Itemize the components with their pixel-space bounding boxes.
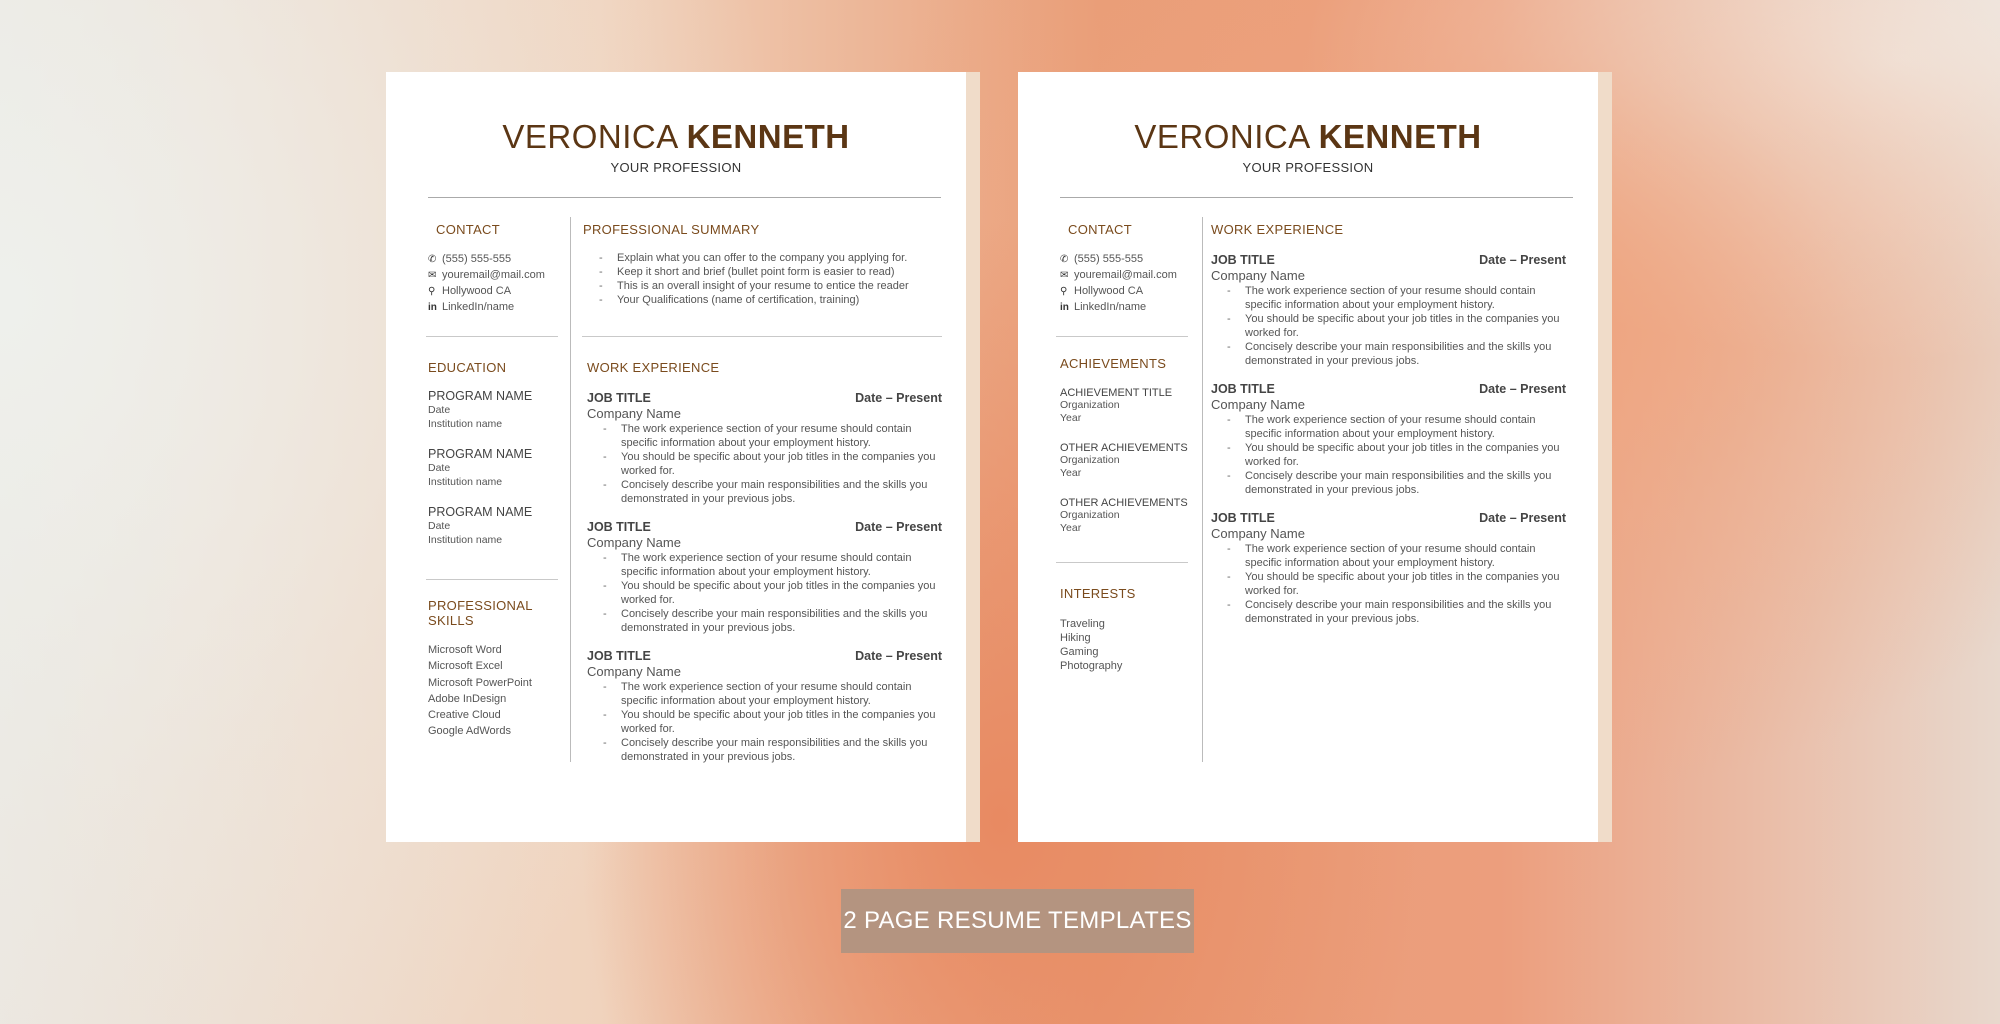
job-bullet: - Concisely describe your main responsibilities and the skills you demonstrated in your previous jobs. (587, 607, 942, 635)
contact-linkedin (1060, 299, 1190, 315)
skills-heading (428, 598, 558, 628)
column-divider (1202, 217, 1203, 762)
job-date: Date – Present (1479, 253, 1566, 267)
work-heading: WORK EXPERIENCE (587, 360, 720, 375)
last-name: KENNETH (1318, 118, 1482, 155)
section-divider (1056, 336, 1188, 337)
contact-text: Hollywood CA (442, 285, 512, 297)
contact-list (428, 251, 558, 315)
job-bullet: - Concisely describe your main responsibilities and the skills you demonstrated in your previous jobs. (1211, 340, 1566, 368)
company-name: Company Name (1211, 397, 1305, 412)
skill-item: Microsoft Word (428, 644, 502, 656)
job-bullets (1211, 284, 1566, 368)
contact-phone (1060, 251, 1190, 267)
contact-text: LinkedIn/name (1074, 301, 1147, 313)
program-name: PROGRAM NAME (428, 505, 533, 519)
achievement-title: OTHER ACHIEVEMENTS (1060, 497, 1188, 509)
achievement-org: Organization (1060, 454, 1120, 466)
contact-linkedin (428, 299, 558, 315)
job-entry (1211, 253, 1566, 368)
skills-section (428, 598, 558, 740)
job-date: Date – Present (855, 520, 942, 534)
job-title: JOB TITLE (1211, 253, 1275, 267)
institution-name: Institution name (428, 418, 503, 430)
location-icon: ⚲ (428, 285, 436, 297)
section-divider (1056, 562, 1188, 563)
job-bullet: - You should be specific about your job titles in the companies you worked for. (587, 579, 942, 607)
last-name: KENNETH (686, 118, 850, 155)
contact-text: youremail@mail.com (442, 269, 545, 281)
first-name: VERONICA (1134, 118, 1309, 155)
contact-text: (555) 555-555 (442, 253, 512, 265)
location-icon: ⚲ (1060, 285, 1068, 297)
achievement-item (1060, 497, 1190, 534)
page1-edge (966, 72, 980, 842)
contact-location (428, 283, 558, 299)
job-entry (587, 391, 942, 506)
first-name: VERONICA (502, 118, 677, 155)
job-title: JOB TITLE (587, 520, 651, 534)
job-date: Date – Present (855, 649, 942, 663)
job-bullets (1211, 413, 1566, 497)
page2-edge (1598, 72, 1612, 842)
contact-text: (555) 555-555 (1074, 253, 1144, 265)
contact-heading: CONTACT (1068, 222, 1132, 237)
job-bullets (587, 680, 942, 764)
resume-page-1 (386, 72, 966, 842)
company-name: Company Name (587, 664, 681, 679)
section-divider (426, 336, 558, 337)
achievement-title: ACHIEVEMENT TITLE (1060, 387, 1173, 399)
education-item (428, 505, 558, 547)
interest-item: Traveling (1060, 618, 1105, 630)
institution-name: Institution name (428, 534, 503, 546)
interests-list (1060, 617, 1190, 673)
left-column (1060, 222, 1190, 315)
achievement-org: Organization (1060, 509, 1120, 521)
job-bullet: - Concisely describe your main responsibilities and the skills you demonstrated in your previous jobs. (1211, 598, 1566, 626)
job-entry (1211, 511, 1566, 626)
resume-name (386, 118, 966, 156)
job-bullets (587, 422, 942, 506)
job-bullet: - You should be specific about your job titles in the companies you worked for. (1211, 441, 1566, 469)
achievement-year: Year (1060, 466, 1082, 479)
job-entry (1211, 382, 1566, 497)
contact-text: youremail@mail.com (1074, 269, 1177, 281)
education-section (428, 360, 558, 547)
interests-heading: INTERESTS (1060, 586, 1136, 601)
achievement-org: Organization (1060, 399, 1120, 411)
education-item (428, 389, 558, 431)
job-bullet: - Concisely describe your main responsibilities and the skills you demonstrated in your previous jobs. (587, 736, 942, 764)
header-divider (1060, 197, 1573, 198)
skill-item: Microsoft PowerPoint (428, 676, 532, 689)
resume-page-2 (1018, 72, 1598, 842)
achievement-item (1060, 387, 1190, 424)
job-bullet: - The work experience section of your resume should contain specific information about your employment history. (587, 551, 942, 579)
profession: YOUR PROFESSION (1242, 160, 1374, 175)
interest-item: Hiking (1060, 632, 1091, 644)
achievement-year: Year (1060, 411, 1082, 424)
contact-location (1060, 283, 1190, 299)
company-name: Company Name (1211, 268, 1305, 283)
skill-item: Creative Cloud (428, 709, 501, 722)
job-bullet: - The work experience section of your resume should contain specific information about your employment history. (1211, 413, 1566, 441)
mail-icon: ✉ (1060, 269, 1069, 281)
job-bullet: - Concisely describe your main responsibilities and the skills you demonstrated in your previous jobs. (1211, 469, 1566, 497)
summary-list (583, 251, 938, 307)
phone-icon: ✆ (428, 253, 437, 265)
section-divider (582, 336, 942, 337)
achievement-title: OTHER ACHIEVEMENTS (1060, 442, 1188, 454)
header-divider (428, 197, 941, 198)
company-name: Company Name (587, 406, 681, 421)
work-section (1211, 222, 1566, 626)
summary-section (583, 222, 938, 307)
summary-item: - This is an overall insight of your resume to entice the reader (583, 279, 938, 293)
achievements-heading: ACHIEVEMENTS (1060, 356, 1167, 371)
contact-list (1060, 251, 1190, 315)
linkedin-icon: in (1060, 301, 1069, 313)
company-name: Company Name (1211, 526, 1305, 541)
job-bullet: - The work experience section of your resume should contain specific information about your employment history. (1211, 284, 1566, 312)
job-bullet: - You should be specific about your job titles in the companies you worked for. (587, 708, 942, 736)
phone-icon: ✆ (1060, 253, 1069, 265)
summary-item: - Your Qualifications (name of certification, training) (583, 293, 938, 307)
program-date: Date (428, 520, 451, 532)
resume-name (1018, 118, 1598, 156)
job-bullet: - The work experience section of your resume should contain specific information about your employment history. (1211, 542, 1566, 570)
job-date: Date – Present (1479, 382, 1566, 396)
job-date: Date – Present (1479, 511, 1566, 525)
skill-item: Adobe InDesign (428, 692, 507, 705)
work-heading: WORK EXPERIENCE (1211, 222, 1344, 237)
achievement-year: Year (1060, 521, 1082, 534)
job-bullet: - The work experience section of your resume should contain specific information about your employment history. (587, 422, 942, 450)
column-divider (570, 217, 571, 762)
job-date: Date – Present (855, 391, 942, 405)
program-date: Date (428, 462, 451, 474)
skill-item: Google AdWords (428, 725, 511, 738)
job-bullet: - Concisely describe your main responsibilities and the skills you demonstrated in your previous jobs. (587, 478, 942, 506)
linkedin-icon: in (428, 301, 437, 313)
job-bullet: - The work experience section of your resume should contain specific information about your employment history. (587, 680, 942, 708)
program-name: PROGRAM NAME (428, 389, 533, 403)
program-date: Date (428, 404, 451, 416)
institution-name: Institution name (428, 476, 503, 488)
job-entry (587, 520, 942, 635)
contact-heading: CONTACT (436, 222, 500, 237)
job-bullet: - You should be specific about your job titles in the companies you worked for. (1211, 570, 1566, 598)
job-bullet: - You should be specific about your job titles in the companies you worked for. (587, 450, 942, 478)
summary-item: - Explain what you can offer to the company you applying for. (583, 251, 938, 265)
summary-item: - Keep it short and brief (bullet point form is easier to read) (583, 265, 938, 279)
job-title: JOB TITLE (1211, 382, 1275, 396)
job-title: JOB TITLE (587, 649, 651, 663)
interests-section (1060, 586, 1190, 673)
title-banner: 2 PAGE RESUME TEMPLATES (841, 889, 1194, 953)
achievements-section (1060, 356, 1190, 534)
job-bullets (587, 551, 942, 635)
skills-heading-line: SKILLS (428, 613, 474, 628)
mail-icon: ✉ (428, 269, 437, 281)
interest-item: Photography (1060, 660, 1123, 672)
education-item (428, 447, 558, 489)
contact-text: LinkedIn/name (442, 301, 515, 313)
job-bullets (1211, 542, 1566, 626)
program-name: PROGRAM NAME (428, 447, 533, 461)
work-section (587, 360, 942, 764)
skill-item: Microsoft Excel (428, 660, 503, 673)
job-bullet: - You should be specific about your job titles in the companies you worked for. (1211, 312, 1566, 340)
summary-heading: PROFESSIONAL SUMMARY (583, 222, 760, 237)
skills-list (428, 642, 558, 740)
left-column (428, 222, 558, 315)
contact-email (1060, 267, 1190, 283)
section-divider (426, 579, 558, 580)
achievement-item (1060, 442, 1190, 479)
company-name: Company Name (587, 535, 681, 550)
profession: YOUR PROFESSION (610, 160, 742, 175)
job-title: JOB TITLE (587, 391, 651, 405)
job-entry (587, 649, 942, 764)
job-title: JOB TITLE (1211, 511, 1275, 525)
skills-heading-line: PROFESSIONAL (428, 598, 533, 613)
contact-phone (428, 251, 558, 267)
education-heading: EDUCATION (428, 360, 507, 375)
contact-text: Hollywood CA (1074, 285, 1144, 297)
interest-item: Gaming (1060, 646, 1099, 658)
contact-email (428, 267, 558, 283)
